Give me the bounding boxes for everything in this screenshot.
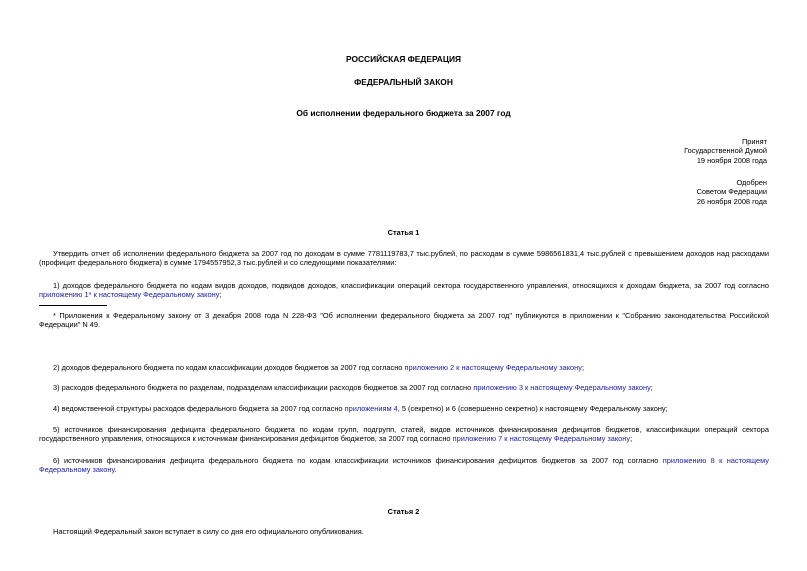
item-6-end: . <box>114 465 117 475</box>
article-1-heading: Статья 1 <box>387 228 420 237</box>
article-1-item-1 <box>39 281 769 300</box>
footnote-divider <box>39 305 107 306</box>
article-1-item-6 <box>39 456 769 475</box>
item-5-text: 5) источников финансирования дефицита федерального бюджета по кодам групп, подгрупп, статей, видов источников финансирования дефицитов бюджетов, классификации операций сектора государственного управления, относящихся к источникам финансирования дефицитов бюджетов, за 2007 год согласно <box>39 425 769 444</box>
appendix-8-link[interactable]: приложению 8 к настоящему Федеральному закону <box>39 456 769 475</box>
doc-type-heading: ФЕДЕРАЛЬНЫЙ ЗАКОН <box>354 77 453 87</box>
item-5-end: ; <box>630 434 633 444</box>
item-6-text: 6) источников финансирования дефицита федерального бюджета по кодам классификации источников финансирования дефицитов бюджетов за 2007 год согласно <box>53 456 663 465</box>
approved-date: 26 ноября 2008 года <box>696 196 767 206</box>
item-3-text: 3) расходов федерального бюджета по разделам, подразделам классификации расходов бюджетов за 2007 год согласно <box>53 383 474 392</box>
appendix-2-link[interactable]: приложению 2 к настоящему Федеральному закону <box>404 363 582 372</box>
adoption-block <box>684 137 767 165</box>
article-1-item-3 <box>39 383 769 392</box>
document-title: Об исполнении федерального бюджета за 2007 год <box>296 108 511 118</box>
article-2-heading: Статья 2 <box>387 507 420 516</box>
item-4-text: 4) ведомственной структуры расходов федерального бюджета за 2007 год согласно <box>53 404 345 413</box>
item-1-end: ; <box>219 290 222 300</box>
item-2-end: ; <box>581 363 585 372</box>
appendix-3-link[interactable]: приложению 3 к настоящему Федеральному закону <box>473 383 651 392</box>
item-4-end: , 5 (секретно) и 6 (совершенно секретно) к настоящему Федеральному закону; <box>397 404 668 413</box>
article-2-text: Настоящий Федеральный закон вступает в силу со дня его официального опубликования. <box>53 527 364 536</box>
accepted-date: 19 ноября 2008 года <box>696 155 767 165</box>
item-3-end: ; <box>650 383 653 392</box>
approved-label: Одобрен <box>736 178 767 187</box>
accepted-label: Принят <box>741 137 767 146</box>
appendix-4-link[interactable]: приложениям 4 <box>344 404 398 413</box>
accepted-by: Государственной Думой <box>684 146 767 156</box>
article-1-item-2 <box>39 363 769 372</box>
article-1-item-5 <box>39 425 769 444</box>
article-1-item-4 <box>39 404 769 413</box>
appendix-1-link[interactable]: приложению 1* к настоящему Федеральному закону <box>39 290 220 300</box>
article-1-intro: Утвердить отчет об исполнении федерального бюджета за 2007 год по доходам в сумме 7781119783,7 тыс.рублей, по расходам в сумме 5986561831,4 тыс.рублей с превышением доходов над расходами (профицит федерального бюджета) в сумме 1794557952,3 тыс.рублей и со следующими показателями: <box>39 249 769 268</box>
item-2-text: 2) доходов федерального бюджета по кодам классификации доходов бюджетов за 2007 год согласно <box>53 363 405 372</box>
approved-by: Советом Федерации <box>696 187 767 197</box>
country-heading: РОССИЙСКАЯ ФЕДЕРАЦИЯ <box>345 54 462 64</box>
appendix-7-link[interactable]: приложению 7 к настоящему Федеральному закону <box>452 434 631 444</box>
approval-block <box>697 178 767 206</box>
footnote: * Приложения к Федеральному закону от 3 декабря 2008 года N 228-ФЗ "Об исполнении федерального бюджета за 2007 год" публикуются в приложении к "Собранию законодательства Российской Федерации" N 49. <box>39 311 769 330</box>
item-1-text: 1) доходов федерального бюджета по кодам видов доходов, подвидов доходов, классификации операций сектора государственного управления, относящихся к доходам бюджета, за 2007 год согласно <box>53 281 769 290</box>
